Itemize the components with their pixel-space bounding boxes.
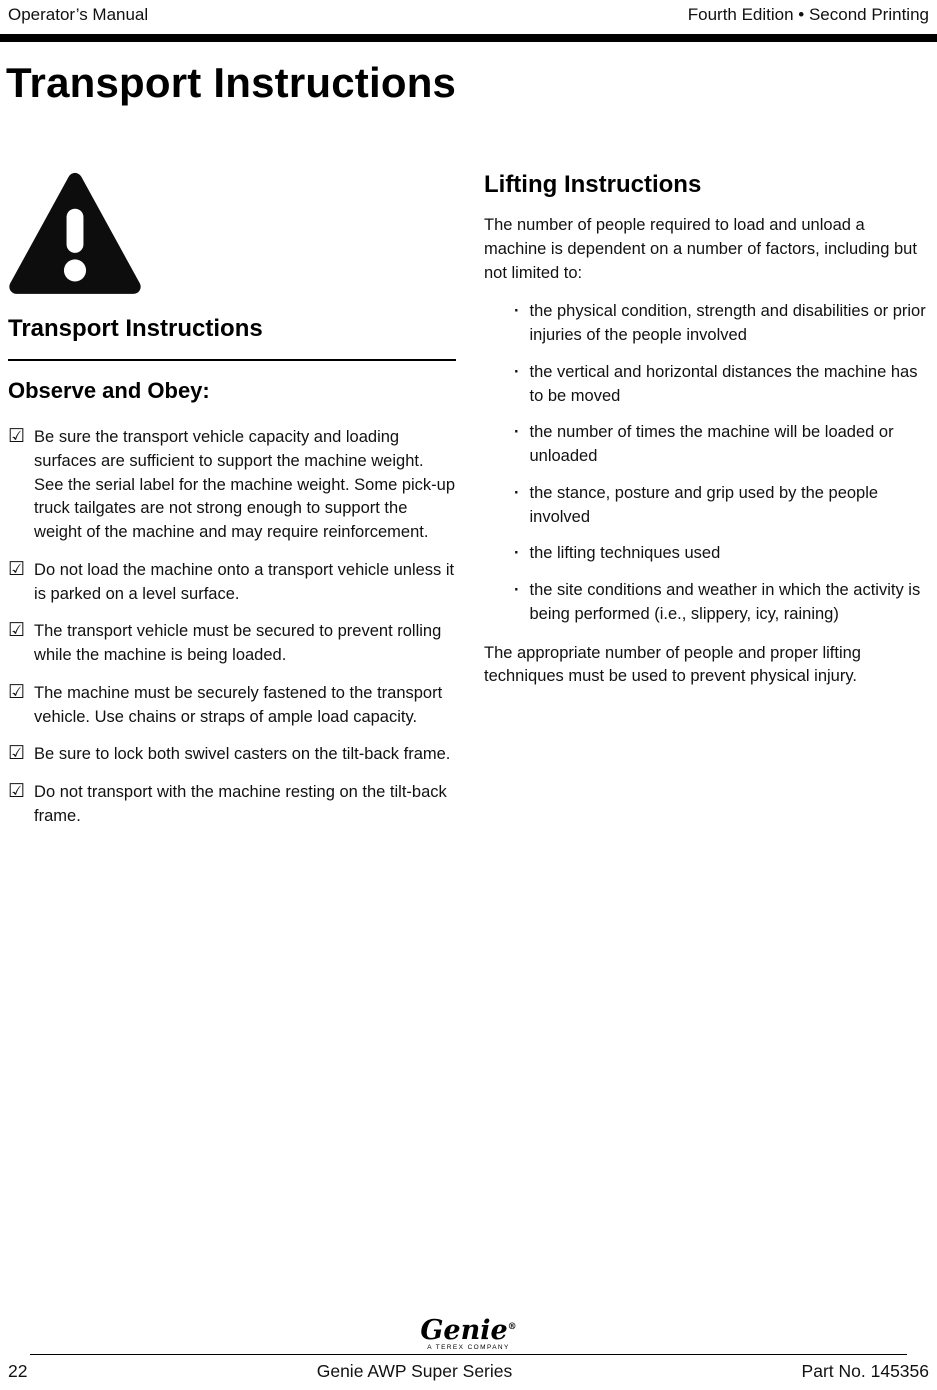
checklist-item-text: Do not load the machine onto a transport vehicle unless it is parked on a level surface. <box>34 560 455 603</box>
lifting-intro-paragraph: The number of people required to load and unload a machine is dependent on a number of factors, including but not limited to: <box>483 216 917 282</box>
checkbox-checked-icon: ☑ <box>8 620 26 642</box>
list-item <box>484 482 929 530</box>
checklist-item <box>8 620 456 668</box>
footer-text-row <box>0 1355 937 1382</box>
registered-mark-icon: ® <box>507 1321 517 1332</box>
left-column <box>8 171 456 843</box>
genie-logo <box>0 1314 937 1352</box>
bullet-icon: · <box>513 362 520 381</box>
list-item-text: the physical condition, strength and disabilities or prior injuries of the people involved <box>529 302 926 344</box>
footer-center-text: Genie AWP Super Series <box>316 1361 513 1381</box>
checkbox-checked-icon: ☑ <box>8 681 26 703</box>
observe-and-obey-checklist <box>8 426 456 829</box>
header-right-text: Fourth Edition • Second Printing <box>687 5 929 24</box>
checklist-item <box>8 426 456 545</box>
list-item <box>484 542 929 566</box>
page-header <box>0 0 937 25</box>
checkbox-checked-icon: ☑ <box>8 426 26 447</box>
header-rule <box>0 34 937 42</box>
checklist-item <box>8 682 456 730</box>
list-item <box>484 421 929 469</box>
checklist-item-text: Be sure to lock both swivel casters on the tilt-back frame. <box>34 745 451 764</box>
bullet-icon: · <box>513 423 520 442</box>
checklist-item <box>8 781 456 829</box>
lifting-outro-paragraph: The appropriate number of people and proper lifting techniques must be used to prevent physical injury. <box>483 643 861 686</box>
section-title-lifting-instructions: Lifting Instructions <box>483 171 702 198</box>
list-item-text: the site conditions and weather in which the activity is being performed (i.e., slippery, icy, raining) <box>529 581 921 623</box>
checklist-item <box>8 559 456 607</box>
page-title: Transport Instructions <box>6 59 457 106</box>
section-title-transport-instructions: Transport Instructions <box>8 315 456 361</box>
checklist-item-text: The machine must be securely fastened to the transport vehicle. Use chains or straps of ample load capacity. <box>34 683 443 726</box>
genie-logo-subtext: A TEREX COMPANY <box>427 1343 510 1351</box>
checklist-item <box>8 743 456 767</box>
page-footer <box>0 1314 937 1383</box>
bullet-icon: · <box>513 581 520 599</box>
list-item <box>484 579 929 627</box>
checkbox-checked-icon: ☑ <box>8 558 26 580</box>
lifting-factors-list <box>484 300 929 626</box>
list-item-text: the lifting techniques used <box>529 544 721 563</box>
content-columns <box>0 171 937 843</box>
bullet-icon: · <box>513 544 520 563</box>
bullet-icon: · <box>513 483 520 502</box>
checkbox-checked-icon: ☑ <box>8 781 26 802</box>
subsection-title-observe-and-obey: Observe and Obey: <box>8 378 210 403</box>
warning-triangle-exclamation-icon <box>8 171 142 301</box>
right-column <box>484 171 929 843</box>
header-left-text: Operator’s Manual <box>8 5 149 24</box>
list-item-text: the vertical and horizontal distances the machine has to be moved <box>529 362 918 405</box>
list-item-text: the stance, posture and grip used by the people involved <box>529 483 879 526</box>
checklist-item-text: The transport vehicle must be secured to prevent rolling while the machine is being loaded. <box>34 622 442 664</box>
part-number: Part No. 145356 <box>801 1361 929 1381</box>
checkbox-checked-icon: ☑ <box>8 743 26 765</box>
page-number: 22 <box>8 1361 28 1381</box>
checklist-item-text: Do not transport with the machine resting on the tilt-back frame. <box>34 783 447 825</box>
list-item <box>484 361 929 409</box>
list-item-text: the number of times the machine will be loaded or unloaded <box>529 423 894 465</box>
bullet-icon: · <box>513 302 520 321</box>
genie-logo-text: Genie® <box>420 1314 517 1346</box>
checklist-item-text: Be sure the transport vehicle capacity and loading surfaces are sufficient to support the machine weight. See the serial label for the machine weight. Some pick-up truck tailgates are not strong enough to support the weight of the machine and may require reinforcement. <box>34 428 456 541</box>
list-item <box>484 300 929 348</box>
